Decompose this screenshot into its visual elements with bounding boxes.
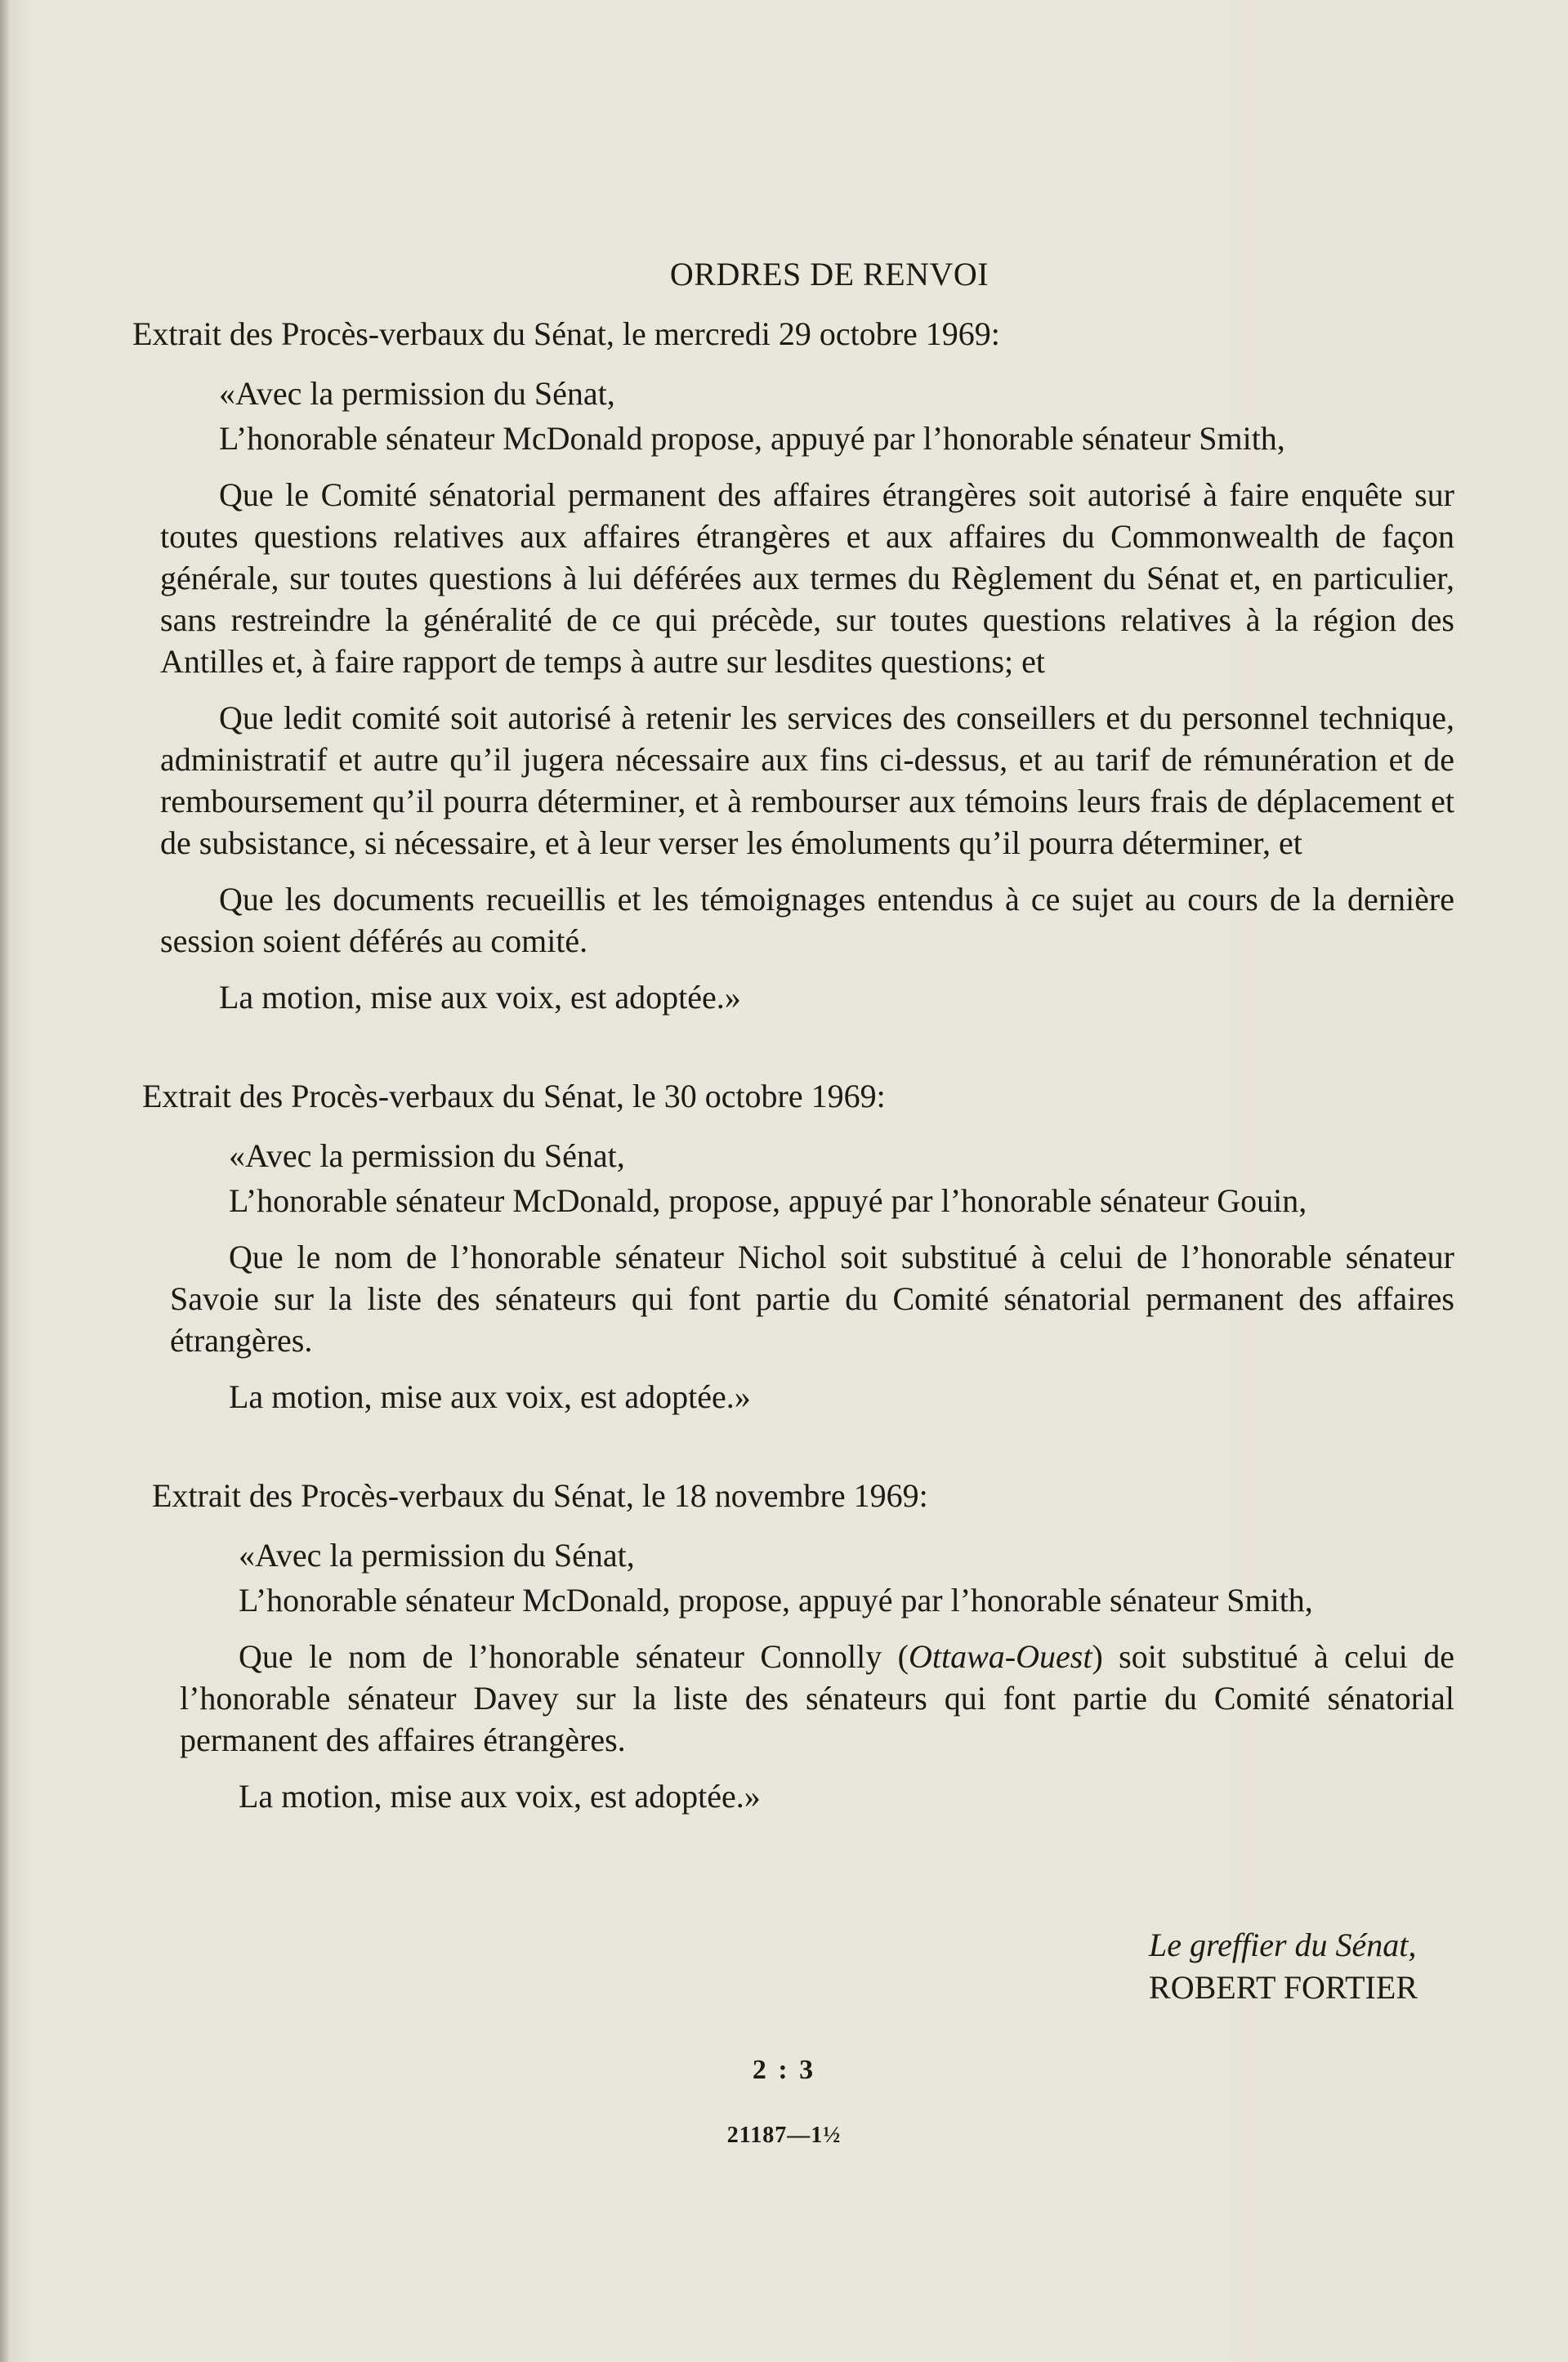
motion-mover-line: L’honorable sénateur McDonald, propose, appuyé par l’honorable sénateur Gouin, [229, 1182, 1307, 1219]
motion-block [160, 373, 1454, 1018]
motion-block [170, 1135, 1454, 1418]
signature-name: ROBERT FORTIER [1149, 1969, 1418, 2006]
page-number: 2 : 3 [752, 2055, 816, 2085]
extract-title: Extrait des Procès-verbaux du Sénat, le 18 novembre 1969: [152, 1477, 928, 1514]
page-heading: ORDRES DE RENVOI [669, 256, 989, 292]
binding-edge [0, 0, 8, 2362]
extract-title: Extrait des Procès-verbaux du Sénat, le mercredi 29 octobre 1969: [132, 315, 1000, 352]
motion-paragraph: Que les documents recueillis et les témoignages entendus à ce sujet au cours de la dernière session soient déférés au comité. [160, 881, 1454, 959]
motion-intro-line: «Avec la permission du Sénat, [219, 375, 615, 412]
motion-block [180, 1534, 1454, 1817]
motion-paragraph: Que le Comité sénatorial permanent des affaires étrangères soit autorisé à faire enquête sur toutes questions relatives aux affaires étrangères et aux affaires du Commonwealth de façon générale, sur toutes questions à lui déférées aux termes du Règlement du Sénat et, en particulier, sans restreindre la généralité de ce qui précède, sur toutes questions relatives à la région des Antilles et, à faire rapport de temps à autre sur lesdites questions; et [160, 476, 1454, 680]
motion-closing: La motion, mise aux voix, est adoptée.» [219, 979, 741, 1016]
signature-title: Le greffier du Sénat, [1149, 1927, 1417, 1963]
document-body [132, 253, 1454, 1874]
motion-closing: La motion, mise aux voix, est adoptée.» [229, 1378, 751, 1415]
motion-paragraph: Que le nom de l’honorable sénateur Nichol soit substitué à celui de l’honorable sénateur Savoie sur la liste des sénateurs qui font partie du Comité sénatorial permanent des affaires étrangères. [170, 1239, 1454, 1359]
extract-section-3 [152, 1475, 1454, 1817]
extract-section-2 [142, 1075, 1454, 1418]
motion-intro-line: «Avec la permission du Sénat, [229, 1137, 625, 1174]
motion-paragraph [180, 1636, 1454, 1761]
extract-section-1 [132, 313, 1454, 1018]
motion-intro-line: «Avec la permission du Sénat, [239, 1537, 635, 1574]
riding-name: Ottawa-Ouest [909, 1638, 1092, 1675]
motion-closing: La motion, mise aux voix, est adoptée.» [239, 1778, 761, 1815]
motion-paragraph: Que ledit comité soit autorisé à retenir les services des conseillers et du personnel technique, administratif et autre qu’il jugera nécessaire aux fins ci-dessus, et au tarif de rémunération et de remboursement qu’il pourra déterminer, et à rembourser aux témoins leurs frais de déplacement et de subsistance, si nécessaire, et à leur verser les émoluments qu’il pourra déterminer, et [160, 699, 1454, 861]
print-code: 21187—1½ [726, 2123, 842, 2148]
paragraph-text: Que le nom de l’honorable sénateur Connolly ( [239, 1638, 909, 1675]
extract-title: Extrait des Procès-verbaux du Sénat, le 30 octobre 1969: [142, 1078, 886, 1114]
motion-mover-line: L’honorable sénateur McDonald propose, appuyé par l’honorable sénateur Smith, [219, 420, 1285, 457]
signature-block [1149, 1924, 1418, 2009]
motion-mover-line: L’honorable sénateur McDonald, propose, appuyé par l’honorable sénateur Smith, [239, 1582, 1313, 1619]
paragraph-text: ) soit substitué à celui de l’honorable sénateur Davey sur la liste des sénateurs qui font partie du Comité sénatorial permanent des affaires étrangères. [180, 1638, 1454, 1758]
